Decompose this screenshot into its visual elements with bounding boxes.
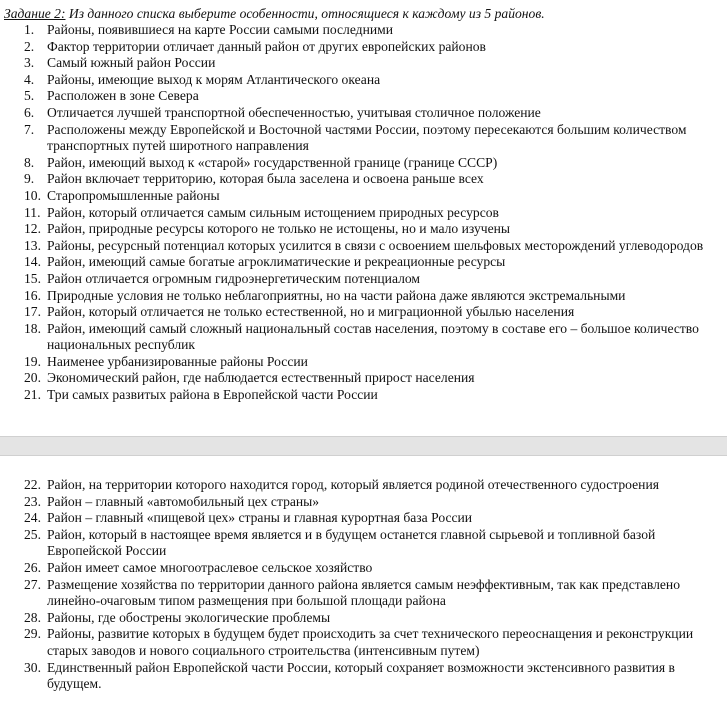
list-item-number: 5. bbox=[24, 88, 35, 104]
list-item bbox=[0, 55, 727, 72]
list-item bbox=[0, 22, 727, 39]
list-item bbox=[0, 626, 727, 659]
list-item bbox=[0, 271, 727, 288]
list-item bbox=[0, 321, 727, 354]
list-item bbox=[0, 527, 727, 560]
list-item-text: Расположен в зоне Севера bbox=[47, 88, 199, 104]
task-text: Из данного списка выберите особенности, относящиеся к каждому из 5 районов. bbox=[65, 6, 545, 21]
list-item bbox=[0, 387, 727, 404]
list-item-text: Район, имеющий выход к «старой» государственной границе (границе СССР) bbox=[47, 154, 498, 170]
list-item bbox=[0, 577, 727, 610]
list-item-text: Район, природные ресурсы которого не только не истощены, но и мало изучены bbox=[47, 221, 511, 237]
list-item-number: 28. bbox=[24, 609, 41, 625]
list-item-text: Район, который отличается самым сильным истощением природных ресурсов bbox=[47, 204, 499, 220]
list-item-text: Природные условия не только неблагоприятны, но на части района даже являются экстремальными bbox=[47, 287, 626, 303]
list-item-text: Район, имеющий самые богатые агроклиматические и рекреационные ресурсы bbox=[47, 254, 506, 270]
list-item-number: 9. bbox=[24, 171, 35, 187]
list-item bbox=[0, 221, 727, 238]
list-item bbox=[0, 370, 727, 387]
list-item bbox=[0, 39, 727, 56]
list-item-text: Единственный район Европейской части России, который сохраняет возможности экстенсивного развития в будущем. bbox=[47, 659, 675, 692]
list-item-number: 13. bbox=[24, 237, 41, 253]
list-item-number: 26. bbox=[24, 559, 41, 575]
list-item-number: 16. bbox=[24, 287, 41, 303]
list-item-number: 30. bbox=[24, 659, 41, 675]
list-item-number: 6. bbox=[24, 104, 35, 120]
list-item-number: 10. bbox=[24, 187, 41, 203]
task-label: Задание 2: bbox=[4, 6, 66, 21]
list-item bbox=[0, 155, 727, 172]
list-item-number: 3. bbox=[24, 55, 35, 71]
list-item-text: Район включает территорию, которая была заселена и освоена раньше всех bbox=[47, 171, 484, 187]
list-item bbox=[0, 494, 727, 511]
list-item-number: 2. bbox=[24, 38, 35, 54]
list-item-number: 8. bbox=[24, 154, 35, 170]
list-item-number: 7. bbox=[24, 121, 35, 137]
list-item-text: Три самых развитых района в Европейской части России bbox=[47, 387, 378, 403]
list-item-number: 12. bbox=[24, 221, 41, 237]
list-item-text: Старопромышленные районы bbox=[47, 187, 220, 203]
list-item-text: Фактор территории отличает данный район от других европейских районов bbox=[47, 38, 486, 54]
list-item-text: Расположены между Европейской и Восточной частями России, поэтому пересекаются большим количеством транспортных путей широтного направления bbox=[47, 121, 687, 154]
features-list-part-1 bbox=[0, 22, 727, 404]
list-item bbox=[0, 660, 727, 693]
features-list-part-2 bbox=[0, 477, 727, 693]
list-item bbox=[0, 238, 727, 255]
list-item bbox=[0, 122, 727, 155]
list-item-text: Отличается лучшей транспортной обеспеченностью, учитывая столичное положение bbox=[47, 104, 541, 120]
list-item-text: Район имеет самое многоотраслевое сельское хозяйство bbox=[47, 559, 373, 575]
list-item bbox=[0, 510, 727, 527]
list-item-text: Район – главный «автомобильный цех страны» bbox=[47, 493, 320, 509]
list-item bbox=[0, 205, 727, 222]
page-break bbox=[0, 436, 727, 456]
list-item bbox=[0, 560, 727, 577]
list-item bbox=[0, 610, 727, 627]
list-item-number: 14. bbox=[24, 254, 41, 270]
list-item bbox=[0, 188, 727, 205]
list-item-text: Районы, развитие которых в будущем будет происходить за счет технического переоснащения и реконструкции старых заводов и нового социального строительства (интенсивным путем) bbox=[47, 626, 694, 658]
list-item-text: Район, который отличается не только естественной, но и миграционной убылью населения bbox=[47, 304, 575, 320]
list-item-text: Экономический район, где наблюдается естественный прирост населения bbox=[47, 370, 475, 386]
list-item bbox=[0, 477, 727, 494]
list-item-text: Район, имеющий самый сложный национальный состав населения, поэтому в составе его – большое количество национальных республик bbox=[47, 320, 699, 353]
list-item-number: 21. bbox=[24, 387, 41, 403]
list-item bbox=[0, 288, 727, 305]
list-item-number: 24. bbox=[24, 510, 41, 526]
list-item-text: Самый южный район России bbox=[47, 55, 216, 71]
list-item-text: Районы, ресурсный потенциал которых усилится в связи с освоением шельфовых месторождений углеводородов bbox=[47, 237, 704, 253]
list-item-text: Район отличается огромным гидроэнергетическим потенциалом bbox=[47, 270, 421, 286]
list-item-text: Районы, где обострены экологические проблемы bbox=[47, 609, 331, 625]
list-item-number: 18. bbox=[24, 320, 41, 336]
list-item-number: 1. bbox=[24, 22, 35, 37]
list-item-text: Район, который в настоящее время является и в будущем останется главной сырьевой и топливной базой Европейской России bbox=[47, 526, 656, 559]
list-item-number: 23. bbox=[24, 493, 41, 509]
list-item bbox=[0, 171, 727, 188]
list-item bbox=[0, 72, 727, 89]
list-item-text: Районы, имеющие выход к морям Атлантического океана bbox=[47, 71, 381, 87]
list-item-number: 19. bbox=[24, 353, 41, 369]
list-item-number: 27. bbox=[24, 576, 41, 592]
task-heading bbox=[4, 6, 545, 22]
list-item-number: 15. bbox=[24, 270, 41, 286]
list-item bbox=[0, 354, 727, 371]
document-page-2 bbox=[0, 456, 727, 712]
list-item-text: Наименее урбанизированные районы России bbox=[47, 353, 308, 369]
list-item-text: Районы, появившиеся на карте России самыми последними bbox=[47, 22, 394, 37]
list-item-number: 22. bbox=[24, 477, 41, 492]
list-item-number: 20. bbox=[24, 370, 41, 386]
list-item bbox=[0, 88, 727, 105]
list-item bbox=[0, 105, 727, 122]
list-item-number: 11. bbox=[24, 204, 41, 220]
list-item-number: 17. bbox=[24, 304, 41, 320]
list-item-number: 29. bbox=[24, 626, 41, 642]
list-item bbox=[0, 304, 727, 321]
list-item bbox=[0, 254, 727, 271]
list-item-text: Район – главный «пищевой цех» страны и главная курортная база России bbox=[47, 510, 473, 526]
list-item-number: 25. bbox=[24, 526, 41, 542]
list-item-text: Район, на территории которого находится город, который является родиной отечественного судостроения bbox=[47, 477, 659, 492]
list-item-text: Размещение хозяйства по территории данного района является самым неэффективным, так как представлено линейно-очаговым типом размещения при большой площади района bbox=[47, 576, 681, 609]
list-item-number: 4. bbox=[24, 71, 35, 87]
